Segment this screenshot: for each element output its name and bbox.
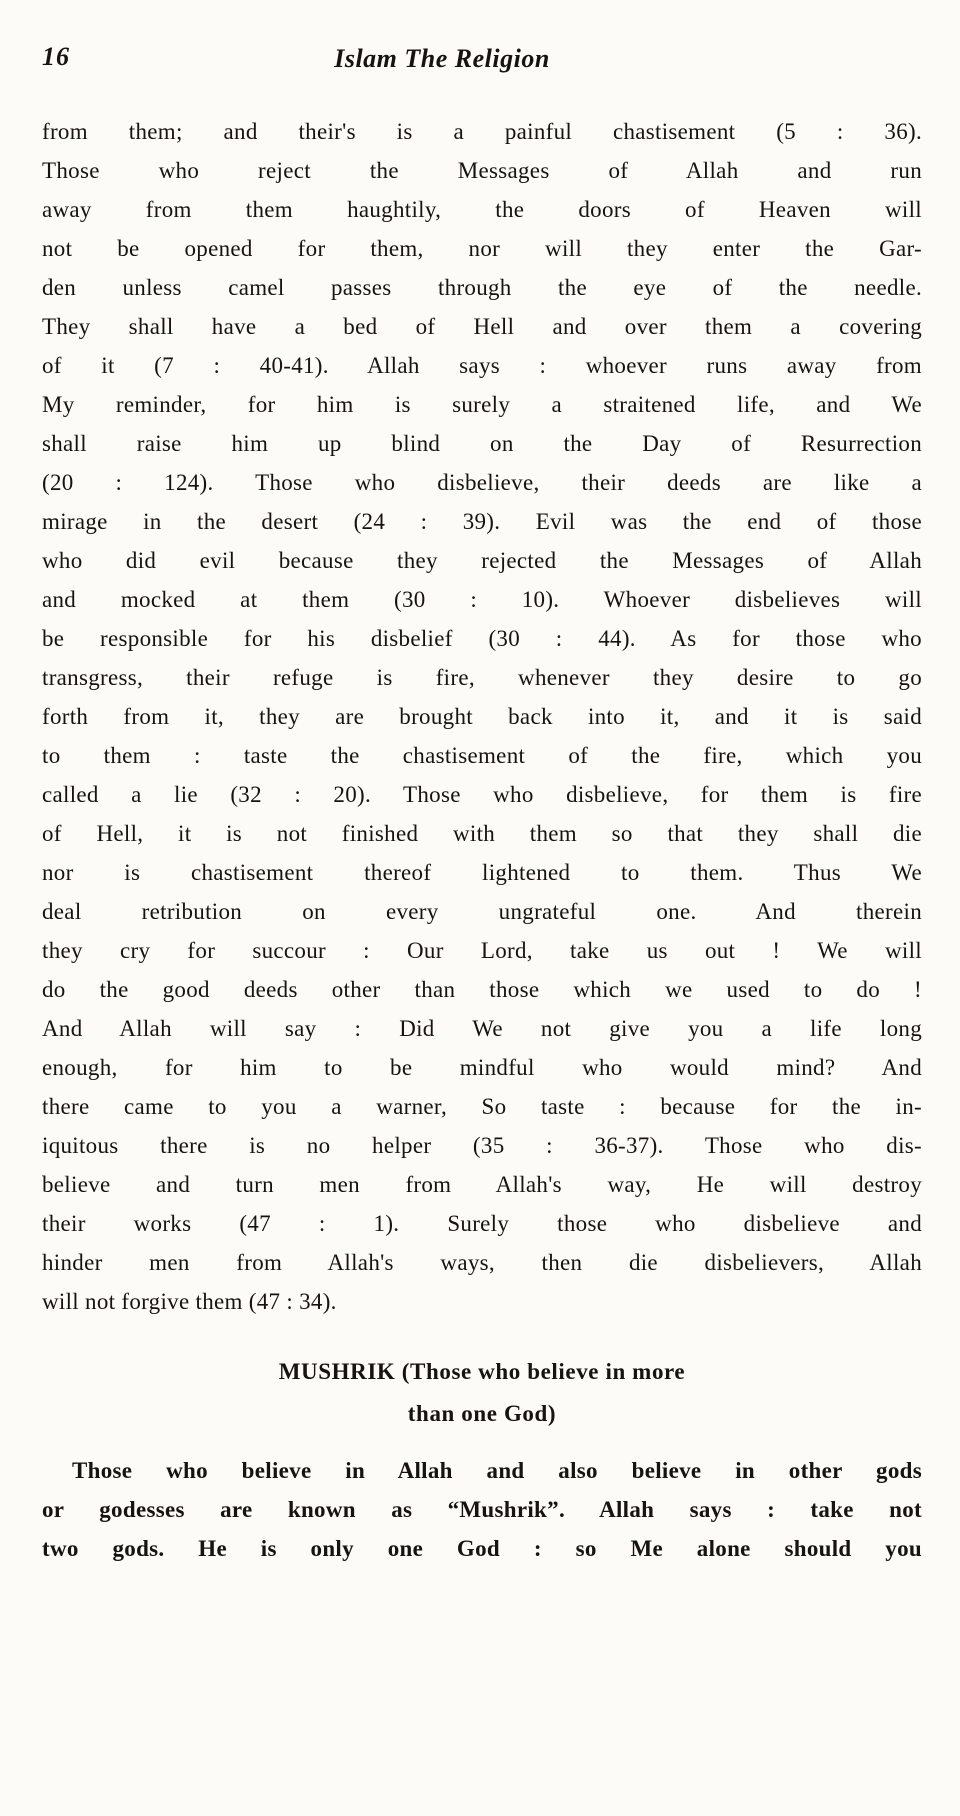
text-line: or godesses are known as “Mushrik”. Allah says : take not <box>42 1497 922 1522</box>
text-line: and mocked at them (30 : 10). Whoever disbelieves will <box>42 587 922 612</box>
text-line: from them; and their's is a painful chastisement (5 : 36). <box>42 119 922 144</box>
text-line: who did evil because they rejected the Messages of Allah <box>42 548 922 573</box>
text-line: mirage in the desert (24 : 39). Evil was the end of those <box>42 509 922 534</box>
text-line: iquitous there is no helper (35 : 36-37). Those who dis- <box>42 1133 922 1158</box>
text-line: there came to you a warner, So taste : because for the in- <box>42 1094 922 1119</box>
text-line: will not forgive them (47 : 34). <box>42 1289 337 1314</box>
text-line: to them : taste the chastisement of the fire, which you <box>42 743 922 768</box>
text-line: And Allah will say : Did We not give you a life long <box>42 1016 922 1041</box>
text-line: forth from it, they are brought back into it, and it is said <box>42 704 922 729</box>
text-line: of it (7 : 40-41). Allah says : whoever runs away from <box>42 353 922 378</box>
text-line: be responsible for his disbelief (30 : 44). As for those who <box>42 626 922 651</box>
text-line: They shall have a bed of Hell and over them a covering <box>42 314 922 339</box>
text-line: Those who reject the Messages of Allah and run <box>42 158 922 183</box>
text-line: they cry for succour : Our Lord, take us out ! We will <box>42 938 922 963</box>
page-header <box>42 42 922 86</box>
text-line: than one God) <box>407 1401 557 1426</box>
text-line: called a lie (32 : 20). Those who disbelieve, for them is fire <box>42 782 922 807</box>
text-line: enough, for him to be mindful who would mind? And <box>42 1055 922 1080</box>
text-line: My reminder, for him is surely a straitened life, and We <box>42 392 922 417</box>
paragraph-verses <box>42 112 922 1321</box>
text-line: hinder men from Allah's ways, then die disbelievers, Allah <box>42 1250 922 1275</box>
text-line: MUSHRIK (Those who believe in more <box>278 1359 686 1384</box>
text-line: two gods. He is only one God : so Me alone should you <box>42 1536 922 1561</box>
paragraph-mushrik <box>42 1451 922 1568</box>
text-line: away from them haughtily, the doors of Heaven will <box>42 197 922 222</box>
running-title: Islam The Religion <box>334 44 550 73</box>
text-line: of Hell, it is not finished with them so that they shall die <box>42 821 922 846</box>
text-line: transgress, their refuge is fire, whenever they desire to go <box>42 665 922 690</box>
section-heading-mushrik <box>42 1351 922 1435</box>
text-line: (20 : 124). Those who disbelieve, their deeds are like a <box>42 470 922 495</box>
text-line: deal retribution on every ungrateful one. And therein <box>42 899 922 924</box>
text-line: nor is chastisement thereof lightened to them. Thus We <box>42 860 922 885</box>
text-line: Those who believe in Allah and also believe in other gods <box>72 1458 922 1483</box>
text-line: not be opened for them, nor will they enter the Gar- <box>42 236 922 261</box>
text-line: do the good deeds other than those which we used to do ! <box>42 977 922 1002</box>
text-line: believe and turn men from Allah's way, He will destroy <box>42 1172 922 1197</box>
page-number: 16 <box>42 42 70 71</box>
text-line: shall raise him up blind on the Day of Resurrection <box>42 431 922 456</box>
text-line: their works (47 : 1). Surely those who disbelieve and <box>42 1211 922 1236</box>
text-line: den unless camel passes through the eye of the needle. <box>42 275 922 300</box>
